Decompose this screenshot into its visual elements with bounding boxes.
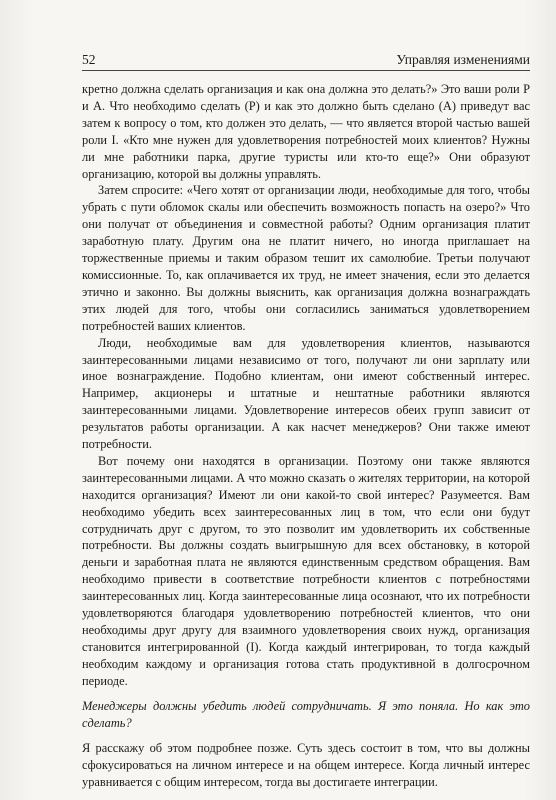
page-number: 52 — [82, 52, 96, 67]
page-body — [82, 81, 530, 791]
paragraph: Вот почему они находятся в организации. Поэтому они также являются заинтересованными лицами. А что можно сказать о жителях территории, на которой находится организация? Имеют ли они какой-то свой интерес? Разумеется. Вам необходимо убедить всех заинтересованных лиц в том, что если они будут сотрудничать друг с другом, то это позволит им удовлетворить их собственные потребности. Вы должны создать выигрышную для всех обстановку, в которой деньги и заработная плата не являются единственным средством обращения. Вам необходимо привести в соответствие потребности клиентов с потребностями заинтересованных лиц. Когда заинтересованные лица осознают, что их потребности удовлетворяются благодаря удовлетворению потребностей клиентов, что они необходимы друг другу для взаимного удовлетворения своих нужд, организация становится интегрированной (I). Когда каждый интегрирован, то тогда каждый необходим каждому и организация готова стать продуктивной в долгосрочном периоде. — [82, 453, 530, 688]
paragraph: Люди, необходимые вам для удовлетворения клиентов, называются заинтересованными лицами независимо от того, получают ли они зарплату или иное вознаграждение. Подобно клиентам, они имеют собственный интерес. Например, акционеры и штатные и нештатные работники являются заинтересованными лицами. Удовлетворение интересов обеих групп зависит от результатов работы организации. А как насчет менеджеров? Они также имеют потребности. — [82, 335, 530, 452]
reader-question: Менеджеры должны убедить людей сотрудничать. Я это поняла. Но как это сделать? — [82, 698, 530, 730]
paragraph-continued: кретно должна сделать организация и как она должна это делать?» Это ваши роли P и A. Что необходимо сделать (P) и как это должно быть сделано (A) приведут вас затем к вопросу о том, кто должен это делать, — что является второй частью вашей роли I. «Кто мне нужен для удовлетворения потребностей моих клиентов? Нужны ли мне работники парка, другие туристы или кто-то еще?» Они образуют организацию, которой вы должны управлять. — [82, 82, 530, 181]
running-title: Управляя изменениями — [396, 52, 530, 67]
author-answer: Я расскажу об этом подробнее позже. Суть здесь состоит в том, что вы должны сфокусироваться на личном интересе и на общем интересе. Когда личный интерес уравнивается с общим интересом, тогда вы достигаете интеграции. — [82, 741, 530, 790]
page-header — [82, 52, 530, 68]
paragraph: Затем спросите: «Чего хотят от организации люди, необходимые для того, чтобы убрать с пути обломок скалы или обеспечить возможность попасть на озеро?» Что они получат от объединения и совместной работы? Одним организация платит заработную плату. Другим она не платит ничего, но иногда приглашает на торжественные приемы и таким образом тешит их самолюбие. Третьи получают комиссионные. То, как оплачивается их труд, не имеет значения, если это делается этично и законно. Вы должны выяснить, как организация должна вознаграждать этих людей для того, чтобы они согласились заниматься удовлетворением потребностей ваших клиентов. — [82, 183, 530, 333]
header-divider — [82, 70, 530, 71]
